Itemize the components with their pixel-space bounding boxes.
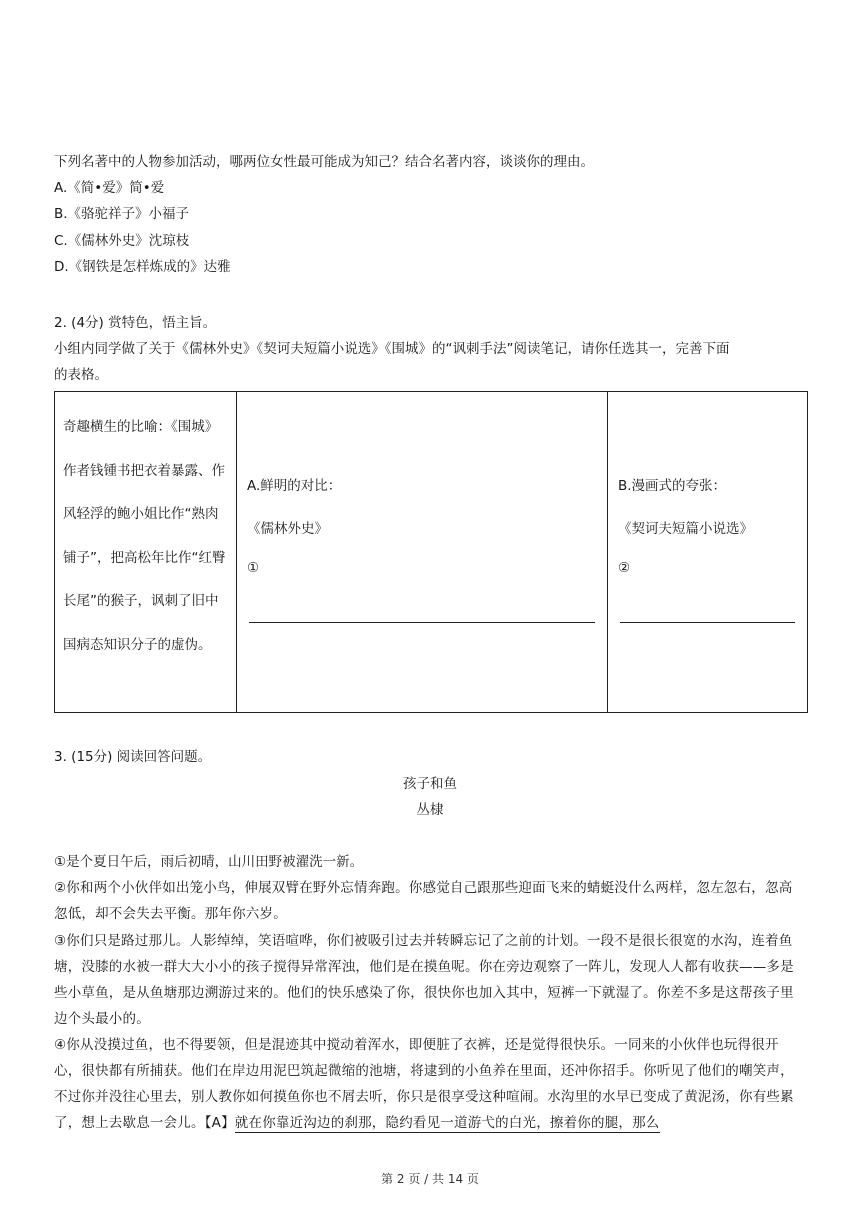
table-cell-exaggeration [608, 392, 808, 713]
contrast-answer-marker: ① [247, 560, 260, 576]
page-number-footer: 第 2 页 / 共 14 页 [381, 1172, 479, 1186]
table-cell-simile [55, 392, 237, 713]
q1-option-b: B.《骆驼祥子》小福子 [54, 206, 190, 222]
exaggeration-answer-marker: ② [618, 560, 631, 576]
paragraph-4 [54, 1032, 806, 1136]
paragraph-3: ③你们只是路过那儿。人影绰绰，笑语喧哗，你们被吸引过去并转瞬忘记了之前的计划。一段不是很长很宽的水沟，连着鱼塘，没膝的水被一群大大小小的孩子搅得异常浑浊，他们是在摸鱼呢。你在旁边观察了一阵儿，发现人人都有收获——多是些小草鱼，是从鱼塘那边溯游过来的。他们的快乐感染了你，很快你也加入其中，短裤一下就湿了。你差不多是这帮孩子里边个头最小的。 [54, 933, 794, 1027]
q2-instruction-line1: 小组内同学做了关于《儒林外史》《契诃夫短篇小说选》《围城》的“讽刺手法”阅读笔记，请你任选其一，完善下面 [54, 341, 730, 357]
exaggeration-answer-blank[interactable] [620, 622, 795, 623]
paragraph-4-underlined-sentence: 就在你靠近沟边的刹那，隐约看见一道游弋的白光，擦着你的腿，那么 [234, 1115, 660, 1131]
paragraph-4-marker: 【A】 [204, 1115, 235, 1131]
paragraph-4-text: ④你从没摸过鱼，也不得要领，但是混迹其中搅动着浑水，即便脏了衣裤，还是觉得很快乐。一同来的小伙伴也玩得很开心，很快都有所捕获。他们在岸边用泥巴筑起微缩的池塘，将逮到的小鱼养在里面，还冲你招手。你听见了他们的嘲笑声，不过你并没往心里去，别人教你如何摸鱼你也不屑去听，你只是很享受这种喧闹。水沟里的水早已变成了黄泥汤，你有些累了，想上去歇息一会儿。 [54, 1037, 794, 1131]
q2-header: 2. (4分) 赏特色，悟主旨。 [54, 315, 217, 331]
q1-option-d: D.《钢铁是怎样炼成的》达雅 [54, 259, 231, 275]
q3-header: 3. (15分) 阅读回答问题。 [54, 749, 212, 765]
paragraph-2: ②你和两个小伙伴如出笼小鸟，伸展双臂在野外忘情奔跑。你感觉自己跟那些迎面飞来的蜻蜓没什么两样，忽左忽右，忽高忽低，却不会失去平衡。那年你六岁。 [54, 880, 793, 922]
article-title: 孩子和鱼 [403, 776, 457, 792]
reading-notes-table [54, 391, 808, 713]
q1-prompt: 下列名著中的人物参加活动，哪两位女性最可能成为知己？结合名著内容，谈谈你的理由。 [54, 154, 594, 170]
contrast-book: 《儒林外史》 [247, 521, 328, 537]
exaggeration-book: 《契诃夫短篇小说选》 [618, 521, 753, 537]
table-cell-contrast [237, 392, 608, 713]
q1-option-a: A.《简•爱》简•爱 [54, 180, 165, 196]
exaggeration-title: B.漫画式的夸张： [618, 478, 727, 494]
article-author: 丛棣 [416, 802, 444, 818]
contrast-answer-blank[interactable] [249, 622, 595, 623]
contrast-title: A.鲜明的对比： [247, 478, 342, 494]
paragraph-1: ①是个夏日午后，雨后初晴，山川田野被濯洗一新。 [54, 854, 364, 870]
simile-note-text: 奇趣横生的比喻：《围城》作者钱锺书把衣着暴露、作风轻浮的鲍小姐比作“熟肉铺子”，把高松年比作“红臀长尾”的猴子，讽刺了旧中国病态知识分子的虚伪。 [63, 419, 226, 653]
q1-option-c: C.《儒林外史》沈琼枝 [54, 233, 190, 249]
q2-instruction-line2: 的表格。 [54, 367, 108, 383]
